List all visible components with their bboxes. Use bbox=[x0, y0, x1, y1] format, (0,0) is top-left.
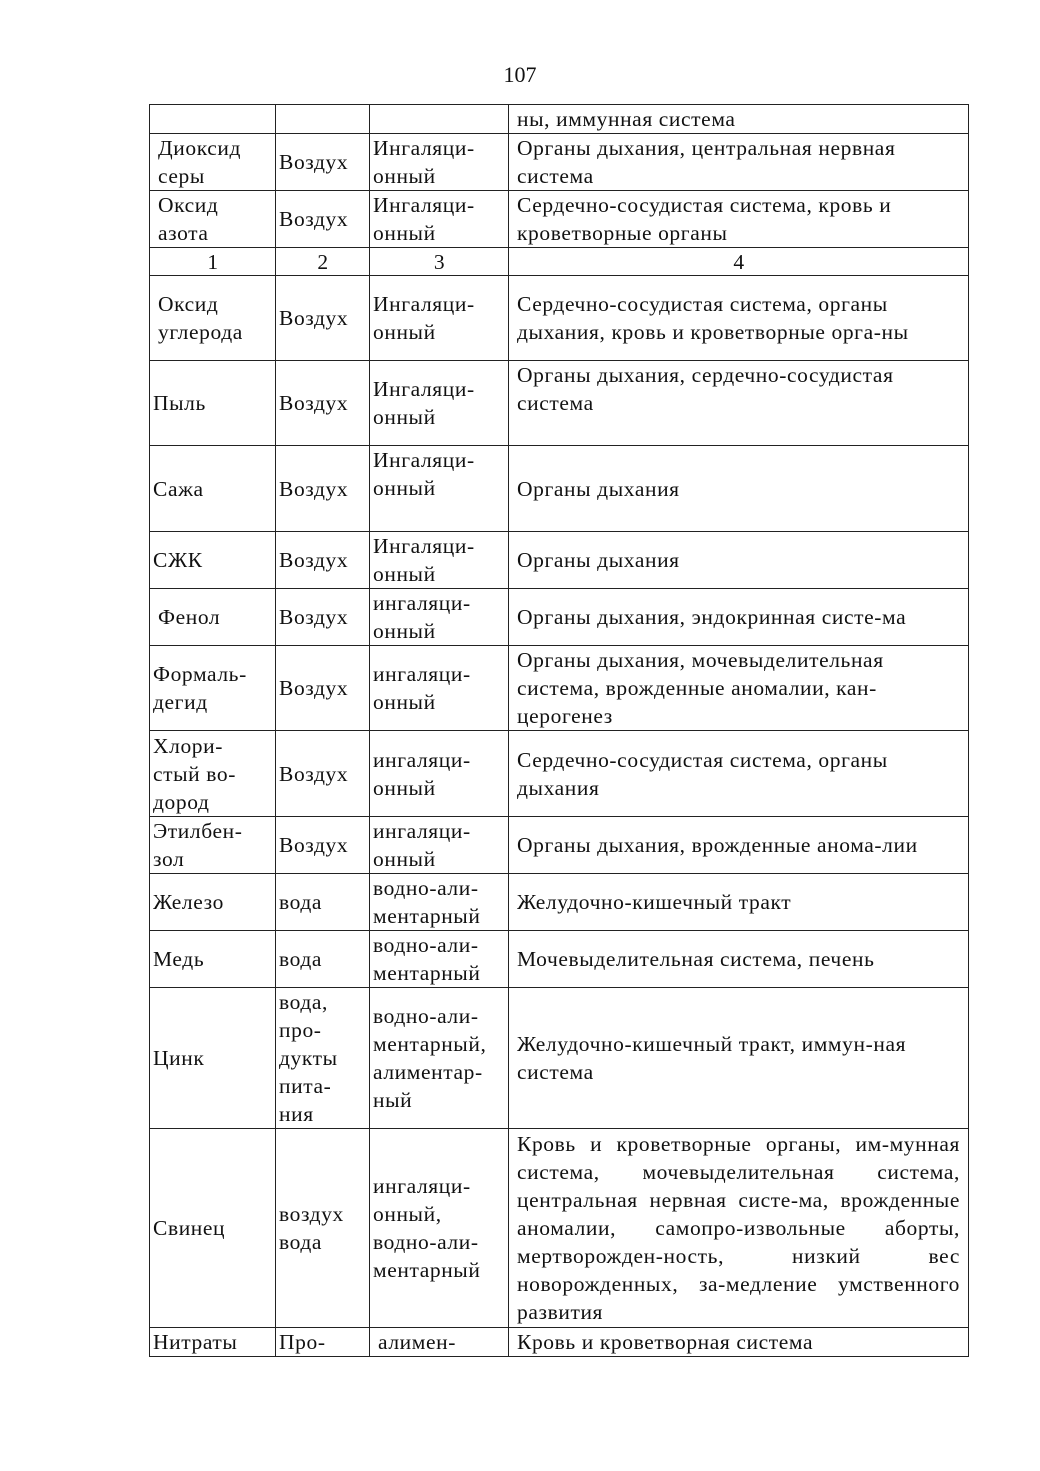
substance-cell: Цинк bbox=[150, 988, 276, 1129]
substance-cell: Оксид азота bbox=[150, 191, 276, 248]
medium-cell: Воздух bbox=[276, 731, 370, 817]
substance-cell: СЖК bbox=[150, 532, 276, 589]
substance-cell: Диоксид серы bbox=[150, 134, 276, 191]
route-cell: ингаляци- онный bbox=[370, 817, 509, 874]
table-row bbox=[150, 361, 969, 446]
route-cell: Ингаляци- онный bbox=[370, 134, 509, 191]
route-cell bbox=[370, 105, 509, 134]
medium-cell: Воздух bbox=[276, 134, 370, 191]
route-cell: ингаляци- онный, водно-али- ментарный bbox=[370, 1129, 509, 1328]
medium-cell: вода bbox=[276, 931, 370, 988]
table-row bbox=[150, 105, 969, 134]
substance-cell bbox=[150, 105, 276, 134]
substance-cell: Нитраты bbox=[150, 1328, 276, 1357]
route-cell: алимен- bbox=[370, 1328, 509, 1357]
table-row bbox=[150, 276, 969, 361]
table-row bbox=[150, 817, 969, 874]
organs-cell: Органы дыхания bbox=[509, 446, 969, 532]
medium-cell bbox=[276, 105, 370, 134]
organs-cell: ны, иммунная система bbox=[509, 105, 969, 134]
table-row bbox=[150, 134, 969, 191]
table-row bbox=[150, 446, 969, 532]
route-cell: водно-али- ментарный bbox=[370, 931, 509, 988]
table-row bbox=[150, 988, 969, 1129]
route-cell: Ингаляци- онный bbox=[370, 191, 509, 248]
medium-cell: Воздух bbox=[276, 589, 370, 646]
organs-cell: Органы дыхания bbox=[509, 532, 969, 589]
organs-cell: Органы дыхания, мочевыделительная система, врожденные аномалии, кан-церогенез bbox=[509, 646, 969, 731]
organs-cell: Кровь и кроветворная система bbox=[509, 1328, 969, 1357]
organs-cell: Кровь и кроветворные органы, им-мунная система, мочевыделительная система, центральная нервная систе-ма, врожденные аномалии, самопро-извольные аборты, мертворожден-ность, низкий вес новорожденных, за-медление умственного развития bbox=[509, 1129, 969, 1328]
medium-cell: Про- bbox=[276, 1328, 370, 1357]
column-number: 2 bbox=[276, 248, 370, 276]
table-row bbox=[150, 1328, 969, 1357]
organs-cell: Органы дыхания, эндокринная систе-ма bbox=[509, 589, 969, 646]
organs-cell: Желудочно-кишечный тракт bbox=[509, 874, 969, 931]
medium-cell: Воздух bbox=[276, 361, 370, 446]
route-cell: ингаляци- онный bbox=[370, 731, 509, 817]
substance-cell: Свинец bbox=[150, 1129, 276, 1328]
organs-cell: Органы дыхания, центральная нервная система bbox=[509, 134, 969, 191]
substance-cell: Оксид углерода bbox=[150, 276, 276, 361]
route-cell: Ингаляци- онный bbox=[370, 446, 509, 532]
organs-cell: Органы дыхания, сердечно-сосудистая система bbox=[509, 361, 969, 446]
table-row bbox=[150, 874, 969, 931]
medium-cell: воздух вода bbox=[276, 1129, 370, 1328]
table-row bbox=[150, 532, 969, 589]
substance-cell: Пыль bbox=[150, 361, 276, 446]
table-row bbox=[150, 646, 969, 731]
table-row bbox=[150, 589, 969, 646]
table-row bbox=[150, 1129, 969, 1328]
medium-cell: вода, про- дукты пита- ния bbox=[276, 988, 370, 1129]
table-row bbox=[150, 731, 969, 817]
substance-cell: Сажа bbox=[150, 446, 276, 532]
column-number: 3 bbox=[370, 248, 509, 276]
table-row bbox=[150, 191, 969, 248]
medium-cell: Воздух bbox=[276, 646, 370, 731]
route-cell: ингаляци- онный bbox=[370, 646, 509, 731]
substance-cell: Этилбен- зол bbox=[150, 817, 276, 874]
route-cell: водно-али- ментарный bbox=[370, 874, 509, 931]
medium-cell: Воздух bbox=[276, 276, 370, 361]
column-number-row bbox=[150, 248, 969, 276]
medium-cell: Воздух bbox=[276, 446, 370, 532]
substance-cell: Железо bbox=[150, 874, 276, 931]
table-row bbox=[150, 931, 969, 988]
page-number: 107 bbox=[503, 62, 537, 87]
organs-cell: Сердечно-сосудистая система, органы дыхания, кровь и кроветворные орга-ны bbox=[509, 276, 969, 361]
route-cell: водно-али- ментарный, алиментар- ный bbox=[370, 988, 509, 1129]
organs-cell: Желудочно-кишечный тракт, иммун-ная система bbox=[509, 988, 969, 1129]
column-number: 4 bbox=[509, 248, 969, 276]
organs-cell: Сердечно-сосудистая система, кровь и кроветворные органы bbox=[509, 191, 969, 248]
health-effects-table bbox=[149, 104, 969, 1357]
medium-cell: Воздух bbox=[276, 532, 370, 589]
route-cell: Ингаляци- онный bbox=[370, 276, 509, 361]
route-cell: Ингаляци- онный bbox=[370, 532, 509, 589]
organs-cell: Органы дыхания, врожденные анома-лии bbox=[509, 817, 969, 874]
substance-cell: Формаль- дегид bbox=[150, 646, 276, 731]
column-number: 1 bbox=[150, 248, 276, 276]
substance-cell: Хлори- стый во- дород bbox=[150, 731, 276, 817]
medium-cell: Воздух bbox=[276, 817, 370, 874]
route-cell: ингаляци- онный bbox=[370, 589, 509, 646]
organs-cell: Сердечно-сосудистая система, органы дыхания bbox=[509, 731, 969, 817]
substance-cell: Фенол bbox=[150, 589, 276, 646]
route-cell: Ингаляци- онный bbox=[370, 361, 509, 446]
medium-cell: Воздух bbox=[276, 191, 370, 248]
organs-cell: Мочевыделительная система, печень bbox=[509, 931, 969, 988]
substance-cell: Медь bbox=[150, 931, 276, 988]
medium-cell: вода bbox=[276, 874, 370, 931]
